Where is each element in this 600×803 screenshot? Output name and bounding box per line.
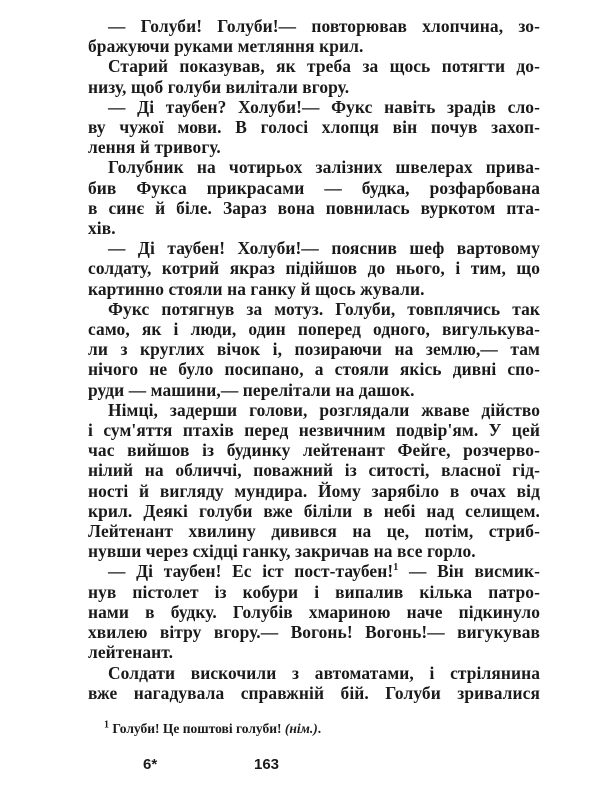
footnote-language: (нім.) [284,721,318,736]
text-line: Німці, задерши голови, розглядали жваве дійство [108,399,540,420]
text-line: руди — машини,— перелітали на дашок. [88,379,415,400]
text-line: — Голуби! Голуби!— повторював хлопчина, зо- [108,16,540,36]
paragraph-4 [88,157,540,238]
text-line: нами в будку. Голубів хмариною наче підкинуло [88,601,540,622]
text-line: Лейтенант хвилину дивився на це, потім, стриб- [88,521,540,542]
text-line: нувши через східці ганку, закричав на все горло. [88,541,476,562]
text-line: в синє й біле. Зараз вона повнилась вуркотом пта- [88,197,540,218]
text-line: вже нагадувала справжній бій. Голуби зривалися [88,682,540,703]
paragraph-6 [88,299,540,400]
text-line: бражуючи руками метляння крил. [88,36,364,57]
text-line: — Ді таубен? Холуби!— Фукс навіть зрадів сло- [108,96,540,117]
footnote-text: Голуби! Це поштові голуби! [112,721,282,736]
text-line: солдату, котрий якраз підійшов до нього, і тим, що [88,258,540,279]
paragraph-3 [88,97,540,158]
text-line: — Ді таубен! Холуби!— пояснив шеф вартовому [108,238,540,259]
text-line: Старий показував, як треба за щось потягти до- [108,56,540,77]
text-line: крил. Деякі голуби вже біліли в небі над селищем. [88,500,540,521]
text-line: нув пістолет із кобури і випалив кілька патро- [88,581,540,602]
text-line: картинно стояли на ганку й щось жували. [88,278,425,299]
text-line: само, як і люди, один поперед одного, вигулькува- [88,319,540,340]
text-line: час вийшов із будинку лейтенант Фейге, розчерво- [88,440,540,461]
page-number: 163 [254,756,280,773]
paragraph-1 [88,16,540,56]
paragraph-8 [88,561,540,662]
paragraph-7 [88,400,540,562]
footnote-end: . [317,721,322,736]
text-segment: — Ді таубен! Ес іст пост-таубен! [108,561,394,582]
text-line: Фукс потягнув за мотуз. Голуби, товплячись так [108,298,540,319]
text-line: і сум'яття птахів перед незвичним подвір'ям. У цей [88,420,540,441]
footnote [104,720,540,737]
text-line: лення й тривогу. [88,137,221,158]
paragraph-9 [88,663,540,703]
text-line: хвилею вітру вгору.— Вогонь! Вогонь!— вигукував [88,622,540,643]
footnote-marker: 1 [104,719,109,731]
footnote-ref: 1 [393,562,399,574]
text-line: нічого не було посипано, а стояли якісь дивні спо- [88,359,540,380]
text-line: хів. [88,218,116,239]
paragraph-5 [88,238,540,299]
text-line: ли з круглих вічок і, позираючи на землю,— там [88,339,540,360]
text-line: бив Фукса прикрасами — будка, розфарбована [88,177,540,198]
text-line [88,561,540,581]
text-line: ності й вигляду мундира. Йому зарябіло в очах від [88,480,540,501]
text-line: Солдати вискочили з автоматами, і стрілянина [108,662,540,683]
text-line: Голубник на чотирьох залізних швелерах прива- [108,157,540,178]
signature-mark: 6* [143,756,158,773]
text-line: нілий на обличчі, поважний із ситості, власної гід- [88,460,540,481]
text-line: низу, щоб голуби вилітали вгору. [88,76,350,97]
main-text [88,16,540,703]
text-line: лейтенант. [88,642,174,663]
text-line: ву чужої мови. В голосі хлопця він почув захоп- [88,117,540,138]
text-segment: — Він висмик- [398,561,540,582]
paragraph-2 [88,56,540,96]
